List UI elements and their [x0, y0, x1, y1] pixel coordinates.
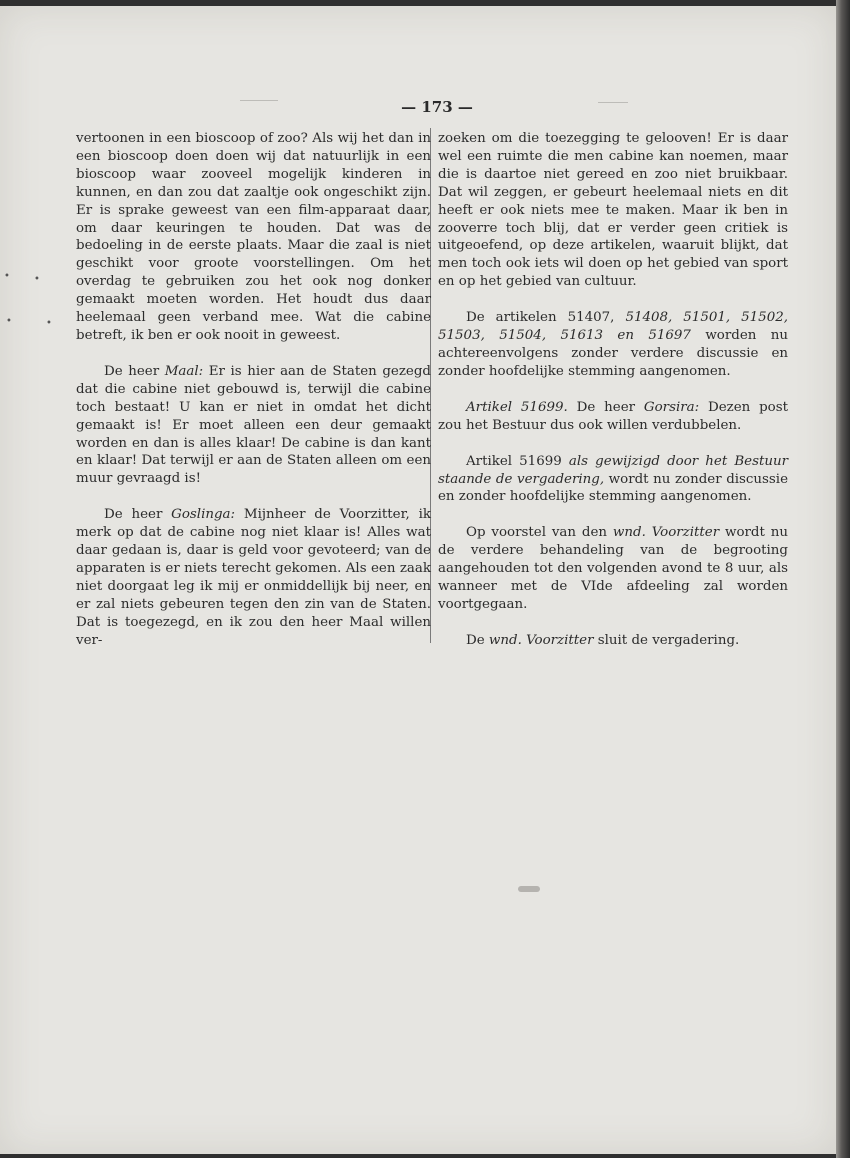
chair-title: wnd. Voorzitter	[612, 525, 720, 541]
article-numbers: 51408, 51501, 51502, 51503, 51504, 51613 en 51697	[438, 310, 789, 344]
text-run: Er is hier aan de Staten gezegd dat die cabine niet gebouwd is, terwijl die cabine toch bestaat! U kan er niet in omdat het dicht gemaakt is! Er moet alleen een deur gemaakt worden en dan is alles klaar! De cabine is dan kant en klaar! Dat terwijl er aan de Staten alleen om een muur gevraagd is!	[76, 363, 431, 487]
paragraph	[438, 453, 788, 507]
text-run: worden nu achtereenvolgens zonder verdere discussie en zonder hoofdelijke stemming aangenomen.	[438, 328, 788, 379]
margin-speck: •	[4, 271, 10, 282]
text-run: Op voorstel van den	[466, 525, 613, 541]
speaker-name: Maal:	[164, 363, 204, 379]
text-run: wordt nu zonder discussie en zonder hoofdelijke stemming aangenomen.	[438, 471, 788, 505]
text-run: Artikel 51699	[466, 453, 569, 469]
paragraph: zoeken om die toezegging te gelooven! Er is daar wel een ruimte die men cabine kan noemen, maar die is daartoe niet gereed en zoo niet bruikbaar. Dat wil zeggen, er gebeurt heelemaal niets en dit heeft er ook niets mee te maken. Maar ik ben in zooverre toch blij, dat er verder geen critiek is uitgeoefend, op deze artikelen, waaruit blijkt, dat men toch ook iets wil doen op het gebied van sport en op het gebied van cultuur.	[438, 131, 788, 290]
left-column	[76, 130, 431, 667]
text-run: De artikelen 51407,	[466, 310, 626, 326]
text-run: De heer	[567, 399, 644, 415]
ink-smudge	[518, 886, 540, 892]
text-run: sluit de vergadering.	[593, 632, 740, 648]
text-run: Mijnheer de Voorzitter, ik merk op dat de cabine nog niet klaar is! Alles wat daar gedaan is, daar is geld voor gevoteerd; van de apparaten is er niets terecht gekomen. Als een zaak niet doorgaat leg ik mij er onmiddellijk bij neer, en er zal niets gebeuren tegen den zin van de Staten. Dat is toegezegd, en ik zou den heer Maal willen ver-	[76, 507, 431, 648]
text-run: Dezen post zou het Bestuur dus ook willen verdubbelen.	[438, 399, 788, 433]
page-number: — 173 —	[401, 98, 473, 116]
paragraph	[76, 363, 431, 488]
chair-title: wnd. Voorzitter	[488, 632, 594, 648]
article-label: Artikel 51699.	[466, 399, 568, 415]
margin-speck: •	[6, 316, 12, 327]
amendment-note: als gewijzigd door het Bestuur staande de vergadering,	[438, 453, 789, 487]
paragraph	[438, 399, 788, 435]
faint-mark	[240, 100, 278, 101]
text-run: De heer	[104, 507, 172, 523]
margin-speck: •	[34, 274, 40, 285]
speaker-name: Goslinga:	[171, 507, 236, 523]
text-run: De	[466, 632, 489, 648]
faint-mark	[598, 102, 628, 103]
paragraph	[438, 632, 788, 650]
paragraph: vertoonen in een bioscoop of zoo? Als wij het dan in een bioscoop doen doen wij dat natuurlijk in een bioscoop waar zooveel mogelijk kinderen in kunnen, en dan zou dat zaaltje ook ongeschikt zijn. Er is sprake geweest van een film-apparaat daar, om daar keuringen te houden. Dat was de bedoeling in de eerste plaats. Maar die zaal is niet geschikt voor groote voorstellingen. Om het overdag te gebruiken zou het ook nog donker gemaakt moeten worden. Het houdt dus daar heelemaal geen verband mee. Wat die cabine betreft, ik ben er ook nooit in geweest.	[76, 131, 431, 343]
page-edge	[836, 0, 850, 1158]
speaker-name: Gorsira:	[643, 399, 700, 415]
paragraph	[76, 506, 431, 649]
text-run: wordt nu de verdere behandeling van de begrooting aangehouden tot den volgenden avond te 8 uur, als wanneer met de VIde afdeeling zal worden voortgegaan.	[438, 525, 788, 612]
margin-speck: •	[46, 318, 52, 329]
right-column	[438, 130, 788, 668]
paragraph	[438, 524, 788, 614]
text-run: De heer	[104, 363, 165, 379]
paragraph	[438, 309, 788, 381]
